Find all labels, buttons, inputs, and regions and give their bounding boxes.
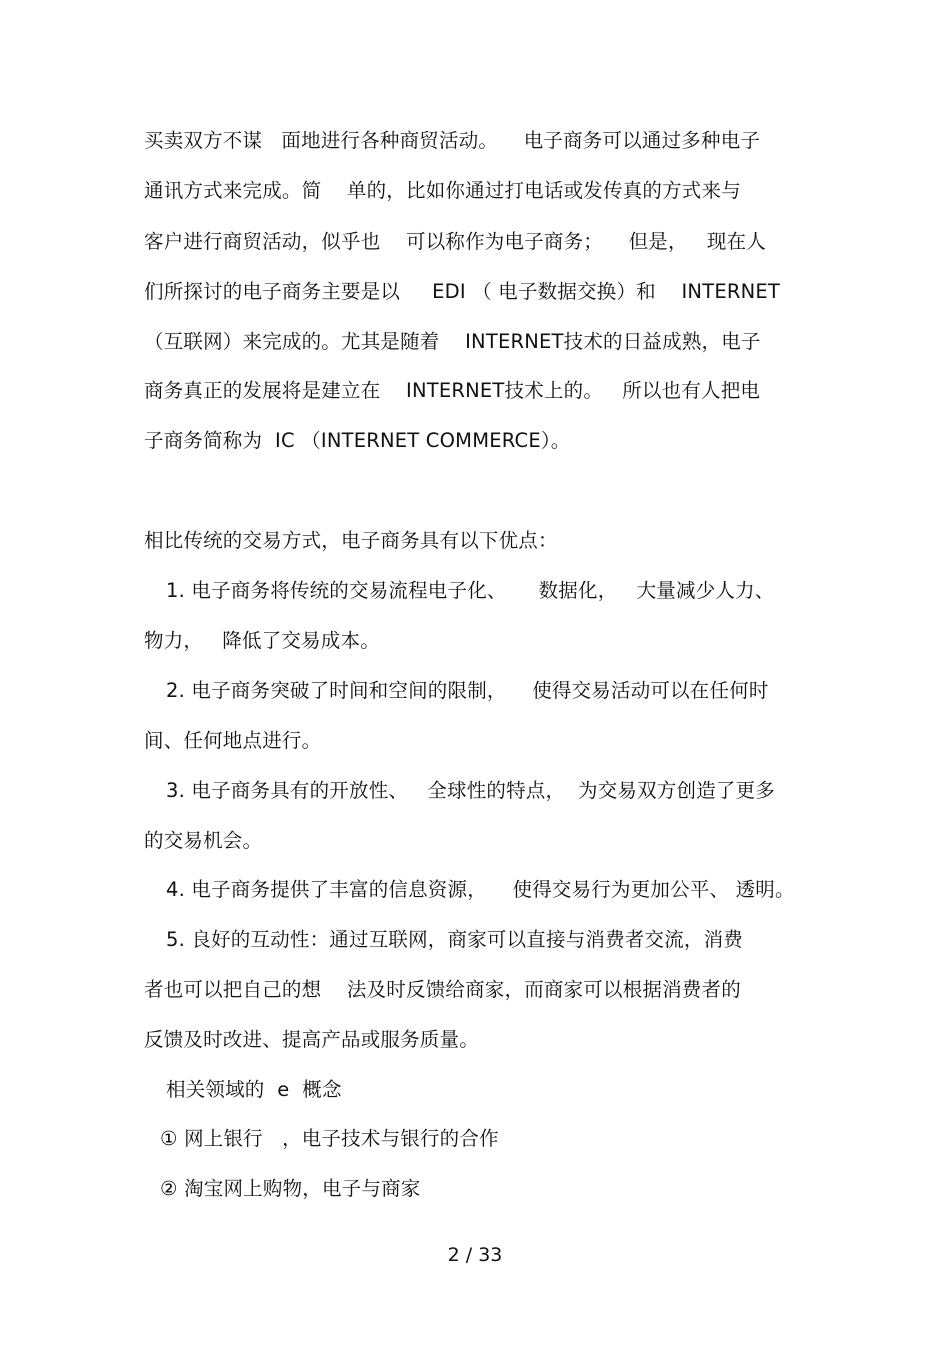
paragraph-line: 通讯方式来完成。简 单的，比如你通过打电话或发传真的方式来与 [144, 179, 741, 202]
list-item-4: 4. 电子商务提供了丰富的信息资源， 使得交易行为更加公平、 透明。 [166, 878, 795, 901]
paragraph-line: 商务真正的发展将是建立在 INTERNET技术上的。 所以也有人把电 [144, 379, 761, 402]
page-number: 2 / 33 [447, 1244, 503, 1266]
concept-item-1: ① 网上银行 ，电子技术与银行的合作 [160, 1127, 499, 1150]
list-item-1-cont: 物力， 降低了交易成本。 [144, 629, 380, 652]
paragraph-line: （互联网）来完成的。尤其是随着 INTERNET技术的日益成熟，电子 [144, 330, 761, 353]
paragraph-line: 买卖双方不谋 面地进行各种商贸活动。 电子商务可以通过多种电子 [144, 129, 761, 152]
paragraph-line: 客户进行商贸活动，似乎也 可以称作为电子商务； 但是， 现在人 [144, 230, 766, 253]
list-item-2: 2. 电子商务突破了时间和空间的限制， 使得交易活动可以在任何时 [166, 679, 769, 702]
subheading: 相关领域的 e 概念 [166, 1078, 342, 1101]
list-item-3-cont: 的交易机会。 [144, 829, 263, 852]
concept-item-2: ② 淘宝网上购物，电子与商家 [160, 1177, 421, 1200]
section-intro: 相比传统的交易方式，电子商务具有以下优点： [144, 529, 558, 552]
list-item-5: 5. 良好的互动性：通过互联网，商家可以直接与消费者交流，消费 [166, 928, 744, 951]
list-item-5-cont: 反馈及时改进、提高产品或服务质量。 [144, 1028, 479, 1051]
paragraph-line: 子商务简称为 IC （INTERNET COMMERCE）。 [144, 429, 571, 452]
paragraph-line: 们所探讨的电子商务主要是以 EDI （ 电子数据交换）和 INTERNET [144, 280, 781, 303]
list-item-5-cont: 者也可以把自己的想 法及时反馈给商家，而商家可以根据消费者的 [144, 978, 741, 1001]
list-item-1: 1. 电子商务将传统的交易流程电子化、 数据化， 大量减少人力、 [166, 579, 775, 602]
list-item-2-cont: 间、任何地点进行。 [144, 729, 322, 752]
list-item-3: 3. 电子商务具有的开放性、 全球性的特点， 为交易双方创造了更多 [166, 779, 775, 802]
